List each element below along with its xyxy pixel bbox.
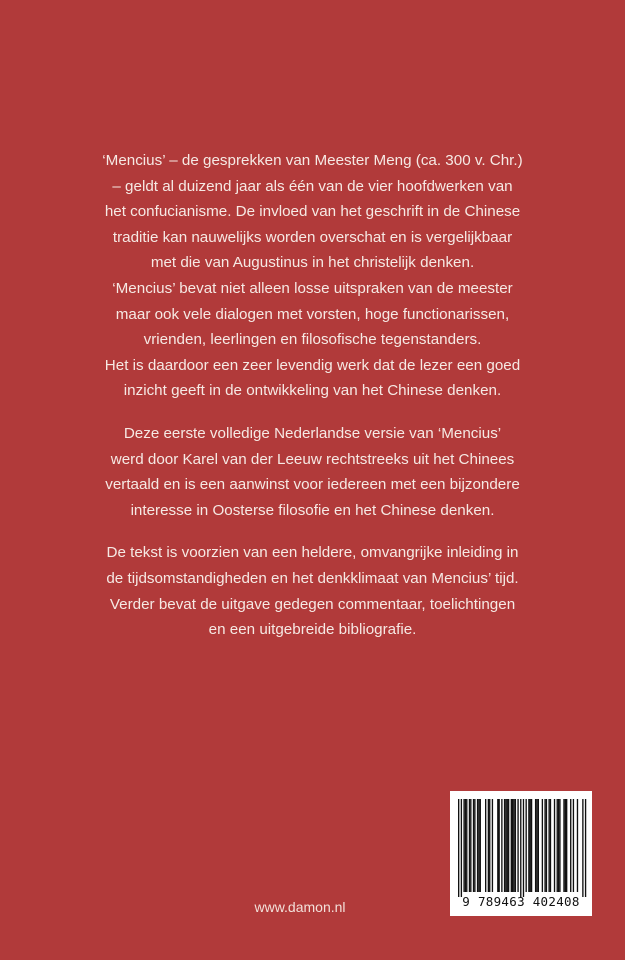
barcode-bar [461,799,462,897]
barcode-bar [535,799,536,892]
barcode-bar [544,799,545,892]
barcode-bar [558,799,559,892]
barcode-bar [563,799,564,892]
isbn-barcode [450,791,592,916]
barcode-bar [485,799,486,892]
barcode-bar [470,799,471,892]
barcode-bar [570,799,571,892]
blurb-line: Verder bevat de uitgave gedegen commentaar, toelichtingen [109,595,516,613]
blurb-line: ‘Mencius’ – de gesprekken van Meester Meng (ca. 300 v. Chr.) [102,152,523,169]
barcode-bar [480,799,481,892]
blurb-line: werd door Karel van der Leeuw rechtstreeks uit het Chinees [110,450,515,468]
publisher-url[interactable]: www.damon.nl [254,899,346,915]
barcode-bar [512,799,513,892]
blurb-line: vrienden, leerlingen en filosofische tegenstanders. [143,331,482,349]
barcode-bar [566,799,567,892]
blurb-line: ‘Mencius’ bevat niet alleen losse uitspraken van de meester [112,279,513,297]
barcode-bar [542,799,543,892]
barcode-bar [463,799,464,892]
barcode-bar [458,799,459,897]
barcode-bar [536,799,537,892]
blurb-paragraph-1 [0,148,625,404]
barcode-bar [582,799,583,897]
blurb-paragraph-3 [0,540,625,642]
barcode-bar [507,799,508,892]
barcode-bar [473,799,474,892]
blurb-line: Het is daardoor een zeer levendig werk dat de lezer een goed [104,356,521,374]
blurb-line: – geldt al duizend jaar als één van de vier hoofdwerken van [112,177,513,195]
barcode-bar [505,799,506,892]
barcode-bar [528,799,529,892]
barcode-bar [526,799,527,892]
barcode-bar [477,799,478,892]
barcode-bar [488,799,489,892]
barcode-bar [573,799,574,892]
barcode-bar [492,799,493,892]
barcode-bar [508,799,509,892]
blurb-line: inzicht geeft in de ontwikkeling van het Chinese denken. [123,382,502,400]
blurb-line: en een uitgebreide bibliografie. [208,621,417,639]
blurb-paragraph-2 [0,421,625,523]
barcode-bar [517,799,518,892]
barcode-bar [466,799,467,892]
isbn-number: 9 789463 402408 [462,894,580,909]
barcode-bar [515,799,516,892]
barcode-bar [478,799,479,892]
barcode-bar [523,799,524,897]
barcode-bar [465,799,466,892]
barcode-bar [504,799,505,892]
barcode-bar [559,799,560,892]
barcode-bar [469,799,470,892]
blurb-line: Deze eerste volledige Nederlandse versie van ‘Mencius’ [123,424,502,442]
barcode-bar [585,799,586,897]
barcode-bar [530,799,531,892]
barcode-bar [497,799,498,892]
barcode-bar [489,799,490,892]
barcode-bar [499,799,500,892]
barcode-bar [538,799,539,892]
barcode-bar [577,799,578,892]
barcode-bar [511,799,512,892]
barcode-bar [513,799,514,892]
barcode-bar [550,799,551,892]
blurb-line: maar ook vele dialogen met vorsten, hoge functionarissen, [115,305,510,323]
barcode-bar [557,799,558,892]
barcode-bar [520,799,521,897]
blurb-line: vertaald en is een aanwinst voor iedereen met een bijzondere [105,476,520,494]
blurb-line: de tijdsomstandigheden en het denkklimaat van Mencius’ tijd. [106,569,519,587]
back-cover-blurb [0,148,625,660]
blurb-line: met die van Augustinus in het christelijk denken. [150,254,475,272]
barcode-bar [565,799,566,892]
barcode-bar [531,799,532,892]
barcode-bar [546,799,547,892]
barcode-bar [548,799,549,892]
blurb-line: het confucianisme. De invloed van het geschrift in de Chinese [104,203,521,221]
barcode-bar [554,799,555,892]
barcode-bar [474,799,475,892]
blurb-line: traditie kan nauwelijks worden overschat en is vergelijkbaar [112,228,513,246]
blurb-line: interesse in Oosterse filosofie en het Chinese denken. [130,501,495,519]
blurb-line: De tekst is voorzien van een heldere, omvangrijke inleiding in [106,544,519,562]
barcode-bar [501,799,502,892]
